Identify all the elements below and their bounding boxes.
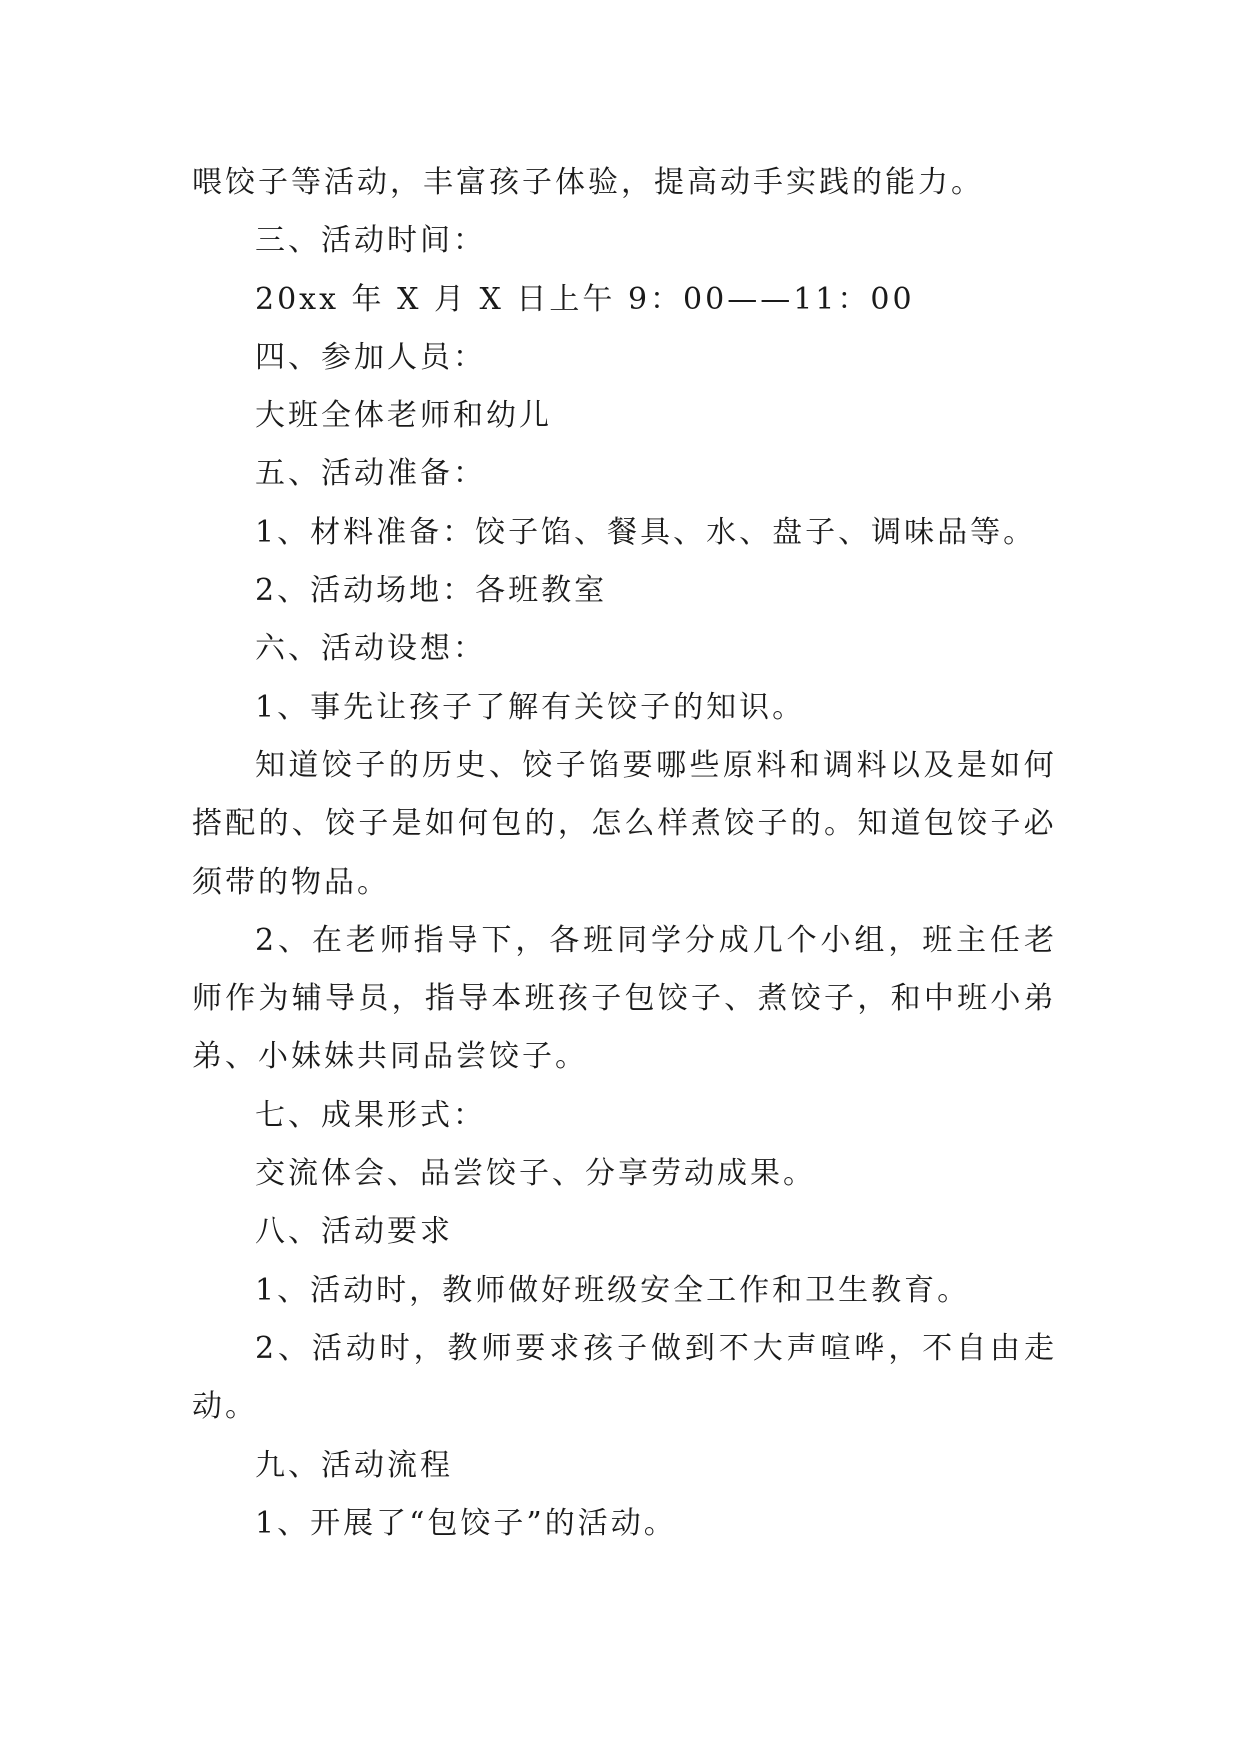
text-line: 2、活动场地：各班教室: [255, 573, 608, 609]
text-line: 1、开展了“包饺子”的活动。: [255, 1505, 677, 1541]
text-line: 搭 配 的 、 饺 子 是 如 何 包 的 ， 怎 么 样 煮 饺 子 的 。 知 道 包 饺 子 必: [192, 806, 1054, 842]
text-line: 弟、小妹妹共同品尝饺子。: [192, 1039, 588, 1075]
text-line: 2 、 在 老 师 指 导 下 ， 各 班 同 学 分 成 几 个 小 组 ， 班 主 任 老: [255, 922, 1054, 958]
text-line: 20xx 年 X 月 X 日上午 9：00——11：00: [255, 281, 915, 317]
text-line: 1、事先让孩子了解有关饺子的知识。: [255, 689, 806, 725]
text-line: 1、材料准备：饺子馅、餐具、水、盘子、调味品等。: [255, 514, 1037, 550]
text-line: 六、活动设想：: [255, 631, 486, 667]
body-text: [192, 154, 1054, 1553]
text-line: 2 、 活 动 时 ， 教 师 要 求 孩 子 做 到 不 大 声 喧 哗 ， 不 自 由 走: [255, 1330, 1054, 1366]
text-line: 八、活动要求: [255, 1214, 453, 1250]
text-line: 师 作 为 辅 导 员 ， 指 导 本 班 孩 子 包 饺 子 、 煮 饺 子 ， 和 中 班 小 弟: [192, 981, 1054, 1017]
text-line: 三、活动时间：: [255, 223, 486, 259]
text-line: 四、参加人员：: [255, 339, 486, 375]
text-line: 知 道 饺 子 的 历 史 、 饺 子 馅 要 哪 些 原 料 和 调 料 以 及 是 如 何: [255, 747, 1054, 783]
text-line: 喂饺子等活动，丰富孩子体验，提高动手实践的能力。: [192, 165, 984, 200]
text-line: 交流体会、品尝饺子、分享劳动成果。: [255, 1156, 816, 1192]
text-line: 1、活动时，教师做好班级安全工作和卫生教育。: [255, 1272, 971, 1308]
text-line: 须带的物品。: [192, 864, 390, 900]
text-line: 九、活动流程: [255, 1447, 453, 1483]
text-line: 五、活动准备：: [255, 456, 486, 492]
text-line: 动。: [192, 1389, 258, 1425]
text-line: 大班全体老师和幼儿: [255, 398, 552, 434]
text-line: 七、成果形式：: [255, 1097, 486, 1133]
